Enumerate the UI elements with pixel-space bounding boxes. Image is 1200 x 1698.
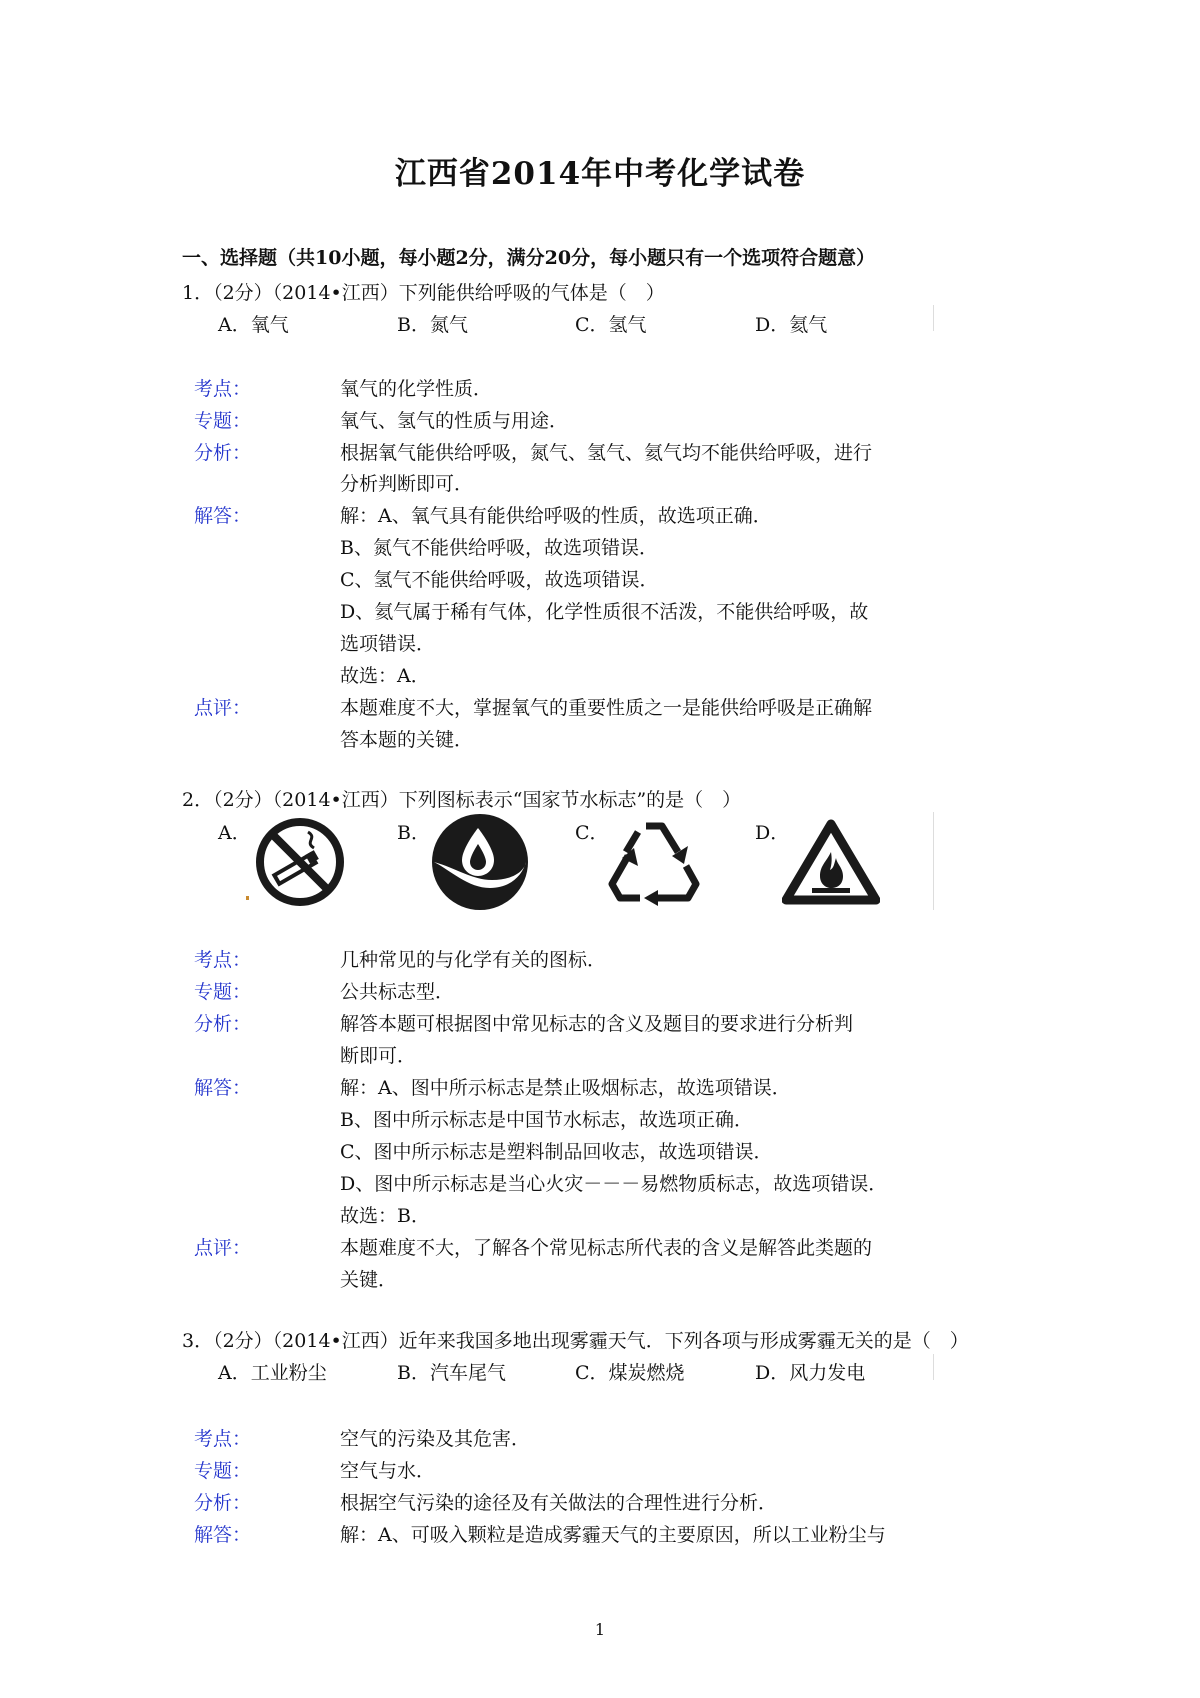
jieda-label: 解答： xyxy=(194,1524,252,1546)
kaodian-label: 考点： xyxy=(194,949,252,971)
page-title: 江西省2014年中考化学试卷 xyxy=(394,156,806,192)
dianping-text: 答本题的关键． xyxy=(340,729,474,751)
jieda-text: B、图中所示标志是中国节水标志，故选项正确． xyxy=(340,1109,753,1131)
option-c: C． xyxy=(575,822,609,844)
jieda-text: 选项错误． xyxy=(340,633,436,655)
option-a: A． xyxy=(218,822,251,844)
kaodian-label: 考点： xyxy=(194,1428,252,1450)
recycling-icon xyxy=(604,812,704,908)
question-stem: 2．（2分）（2014•江西）下列图标表示“国家节水标志”的是（ ） xyxy=(182,789,742,811)
jieda-text: C、氢气不能供给呼吸，故选项错误． xyxy=(340,569,659,591)
jieda-text: C、图中所示标志是塑料制品回收志，故选项错误． xyxy=(340,1141,773,1163)
jieda-text: 解：A、氧气具有能供给呼吸的性质，故选项正确． xyxy=(340,505,772,527)
scan-edge-mark xyxy=(933,1354,934,1380)
no-smoking-icon xyxy=(252,814,348,910)
zhuanti-label: 专题： xyxy=(194,1460,252,1482)
jieda-label: 解答： xyxy=(194,505,252,527)
fenxi-label: 分析： xyxy=(194,1492,252,1514)
question-stem: 1．（2分）（2014•江西）下列能供给呼吸的气体是（ ） xyxy=(182,282,665,304)
option-a: A．工业粉尘 xyxy=(218,1362,327,1384)
fenxi-text: 断即可． xyxy=(340,1045,417,1067)
scan-edge-mark xyxy=(933,812,934,910)
option-d: D． xyxy=(755,822,790,844)
jieda-text: 解：A、可吸入颗粒是造成雾霾天气的主要原因，所以工业粉尘与 xyxy=(340,1524,886,1546)
fenxi-text: 解答本题可根据图中常见标志的含义及题目的要求进行分析判 xyxy=(340,1013,854,1035)
kaodian-label: 考点： xyxy=(194,378,252,400)
fenxi-text: 根据氧气能供给呼吸，氮气、氢气、氦气均不能供给呼吸，进行 xyxy=(340,442,873,464)
option-d: D．氦气 xyxy=(755,314,828,336)
jieda-label: 解答： xyxy=(194,1077,252,1099)
jieda-text: 故选：B． xyxy=(340,1205,430,1227)
scan-edge-mark xyxy=(933,305,934,331)
zhuanti-label: 专题： xyxy=(194,981,252,1003)
option-d: D．风力发电 xyxy=(755,1362,866,1384)
fenxi-text: 根据空气污染的途径及有关做法的合理性进行分析． xyxy=(340,1492,778,1514)
zhuanti-text: 空气与水． xyxy=(340,1460,436,1482)
zhuanti-text: 氧气、氢气的性质与用途． xyxy=(340,410,569,432)
fenxi-text: 分析判断即可． xyxy=(340,473,474,495)
page-number: 1 xyxy=(594,1620,606,1639)
dianping-text: 本题难度不大，掌握氧气的重要性质之一是能供给呼吸是正确解 xyxy=(340,697,873,719)
option-c: C．氢气 xyxy=(575,314,647,336)
option-c: C．煤炭燃烧 xyxy=(575,1362,685,1384)
jieda-text: D、氦气属于稀有气体，化学性质很不活泼，不能供给呼吸，故 xyxy=(340,601,869,623)
dianping-text: 本题难度不大，了解各个常见标志所代表的含义是解答此类题的 xyxy=(340,1237,873,1259)
section-heading: 一、选择题（共10小题，每小题2分，满分20分，每小题只有一个选项符合题意） xyxy=(182,247,876,269)
kaodian-text: 几种常见的与化学有关的图标． xyxy=(340,949,607,971)
option-b: B． xyxy=(397,822,430,844)
jieda-text: B、氮气不能供给呼吸，故选项错误． xyxy=(340,537,658,559)
question-stem: 3．（2分）（2014•江西）近年来我国多地出现雾霾天气．下列各项与形成雾霾无关的是（ ） xyxy=(182,1330,969,1352)
fenxi-label: 分析： xyxy=(194,442,252,464)
option-a: A．氧气 xyxy=(218,314,289,336)
jieda-text: D、图中所示标志是当心火灾－－－易燃物质标志，故选项错误． xyxy=(340,1173,888,1195)
option-b: B．汽车尾气 xyxy=(397,1362,506,1384)
dianping-label: 点评： xyxy=(194,697,252,719)
dianping-text: 关键． xyxy=(340,1269,398,1291)
zhuanti-text: 公共标志型． xyxy=(340,981,455,1003)
kaodian-text: 空气的污染及其危害． xyxy=(340,1428,531,1450)
jieda-text: 故选：A． xyxy=(340,665,430,687)
jieda-text: 解：A、图中所示标志是禁止吸烟标志，故选项错误． xyxy=(340,1077,791,1099)
kaodian-text: 氧气的化学性质． xyxy=(340,378,493,400)
zhuanti-label: 专题： xyxy=(194,410,252,432)
dianping-label: 点评： xyxy=(194,1237,252,1259)
water-saving-icon xyxy=(428,810,532,914)
option-b: B．氮气 xyxy=(397,314,468,336)
scan-dot xyxy=(246,896,249,900)
fenxi-label: 分析： xyxy=(194,1013,252,1035)
flammable-warning-icon xyxy=(782,818,880,906)
